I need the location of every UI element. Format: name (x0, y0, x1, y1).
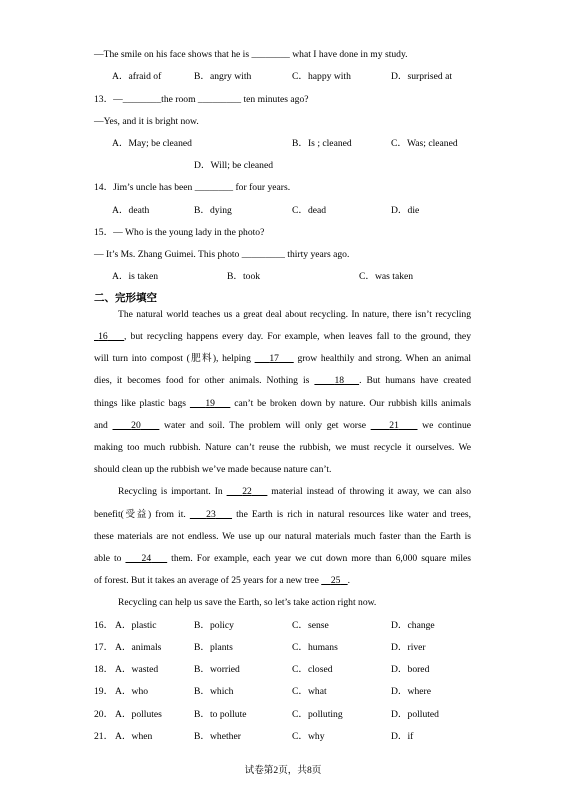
cloze-q16-option-c: C．sense (292, 620, 329, 631)
passage-line: and 20 water and soil. The problem will only get worse 21 we continue (94, 420, 472, 431)
cloze-q19-option-a: A．who (115, 686, 149, 697)
cloze-q20-option-d: D．polluted (391, 709, 439, 720)
cloze-q21-option-b: B．whether (194, 731, 241, 742)
blank-18: 18 (334, 375, 345, 386)
q15-stem: 15．— Who is the young lady in the photo? (94, 227, 265, 238)
blank-23: 23 (206, 509, 216, 520)
cloze-q18-option-b: B．worried (194, 664, 240, 675)
page-footer: 试卷第2页，共8页 (244, 765, 322, 776)
passage-line: will turn into compost (肥料), helping 17 grow healthily and strong. When an animal (94, 353, 472, 364)
q13-option-d: D．Will; be cleaned (194, 160, 273, 171)
passage-line: The natural world teaches us a great deal about recycling. In nature, there isn’t recycling (118, 309, 471, 320)
q15-option-c: C．was taken (359, 271, 414, 282)
cloze-q18-number: 18． (94, 664, 114, 675)
cloze-q20-number: 20． (94, 709, 114, 720)
passage-line: Recycling is important. In 22 material instead of throwing it away, we can also (118, 486, 471, 497)
q14-option-c: C．dead (292, 205, 327, 216)
q13-stem: 13．—________the room _________ ten minutes ago? (94, 94, 309, 105)
blank-22: 22 (242, 486, 252, 497)
q13-option-b: B．Is ; cleaned (292, 138, 352, 149)
cloze-q18-option-d: D．bored (391, 664, 430, 675)
q12-option-d: D．surprised at (391, 71, 453, 82)
cloze-q17-option-c: C．humans (292, 642, 338, 653)
cloze-q20-option-b: B．to pollute (194, 709, 247, 720)
cloze-q17-number: 17． (94, 642, 114, 653)
passage-line: 16 , but recycling happens every day. For example, when leaves fall to the ground, they (94, 331, 471, 343)
blank-16: 16 (98, 331, 108, 342)
cloze-q17-option-b: B．plants (194, 642, 233, 653)
cloze-q21-number: 21． (94, 731, 114, 742)
q14-stem: 14．Jim’s uncle has been ________ for four years. (94, 182, 291, 193)
cloze-q19-option-b: B．which (194, 686, 234, 697)
q15-option-a: A．is taken (112, 271, 159, 282)
q12-option-a: A．afraid of (112, 71, 162, 82)
blank-24: 24 (141, 553, 152, 564)
passage-line: making too much rubbish. Nature can’t reuse the rubbish, we must recycle it ourselves. We (94, 442, 471, 453)
section-title: 二、完形填空 (94, 292, 157, 304)
blank-20: 20 (131, 420, 141, 431)
q15-answer: — It’s Ms. Zhang Guimei. This photo _________ thirty years ago. (94, 249, 350, 260)
q13-answer: —Yes, and it is bright now. (94, 116, 199, 127)
passage-line: dies, it becomes food for other animals. Nothing is 18 . But humans have created (94, 375, 471, 386)
cloze-q18-option-c: C．closed (292, 664, 333, 675)
q13-option-c: C．Was; cleaned (391, 138, 458, 149)
cloze-q16-option-b: B．policy (194, 620, 234, 631)
passage-line: Recycling can help us save the Earth, so let’s take action right now. (118, 597, 377, 608)
cloze-q17-option-d: D．river (391, 642, 426, 653)
q12-stem: —The smile on his face shows that he is ________ what I have done in my study. (94, 49, 408, 60)
cloze-q16-option-a: A．plastic (115, 620, 157, 631)
cloze-q21-option-a: A．when (115, 731, 153, 742)
q14-option-a: A．death (112, 205, 150, 216)
cloze-q16-number: 16． (94, 620, 114, 631)
passage-line: things like plastic bags 19 can’t be broken down by nature. Our rubbish kills animals (94, 398, 471, 409)
cloze-q19-number: 19． (94, 686, 114, 697)
blank-25: 25 (330, 575, 341, 586)
cloze-q17-option-a: A．animals (115, 642, 162, 653)
passage-line: able to 24 them. For example, each year we cut down more than 6,000 square miles (94, 553, 472, 564)
q14-option-d: D．die (391, 205, 420, 216)
cloze-q20-option-a: A．pollutes (115, 709, 162, 720)
passage-line: benefit(受益) from it. 23 the Earth is rich in natural resources like water and trees, (94, 509, 472, 520)
cloze-q20-option-c: C．polluting (292, 709, 343, 720)
passage-line: should clean up the rubbish we’ve made because nature can’t. (94, 464, 332, 475)
q12-option-b: B．angry with (194, 71, 252, 82)
blank-19: 19 (205, 398, 215, 409)
cloze-q18-option-a: A．wasted (115, 664, 159, 675)
cloze-q16-option-d: D．change (391, 620, 435, 631)
passage-line: of forest. But it takes an average of 25 years for a new tree 25 . (94, 575, 351, 586)
q15-option-b: B．took (227, 271, 261, 282)
q14-option-b: B．dying (194, 205, 232, 216)
blank-21: 21 (389, 420, 399, 431)
cloze-q19-option-d: D．where (391, 686, 431, 697)
cloze-q19-option-c: C．what (292, 686, 327, 697)
blank-17: 17 (269, 353, 279, 364)
q13-option-a: A．May; be cleaned (112, 138, 192, 149)
cloze-q21-option-c: C．why (292, 731, 325, 742)
q12-option-c: C．happy with (292, 71, 351, 82)
cloze-q21-option-d: D．if (391, 731, 414, 742)
passage-line: these materials are not endless. We use up our natural materials much faster than the Earth is (94, 531, 471, 542)
